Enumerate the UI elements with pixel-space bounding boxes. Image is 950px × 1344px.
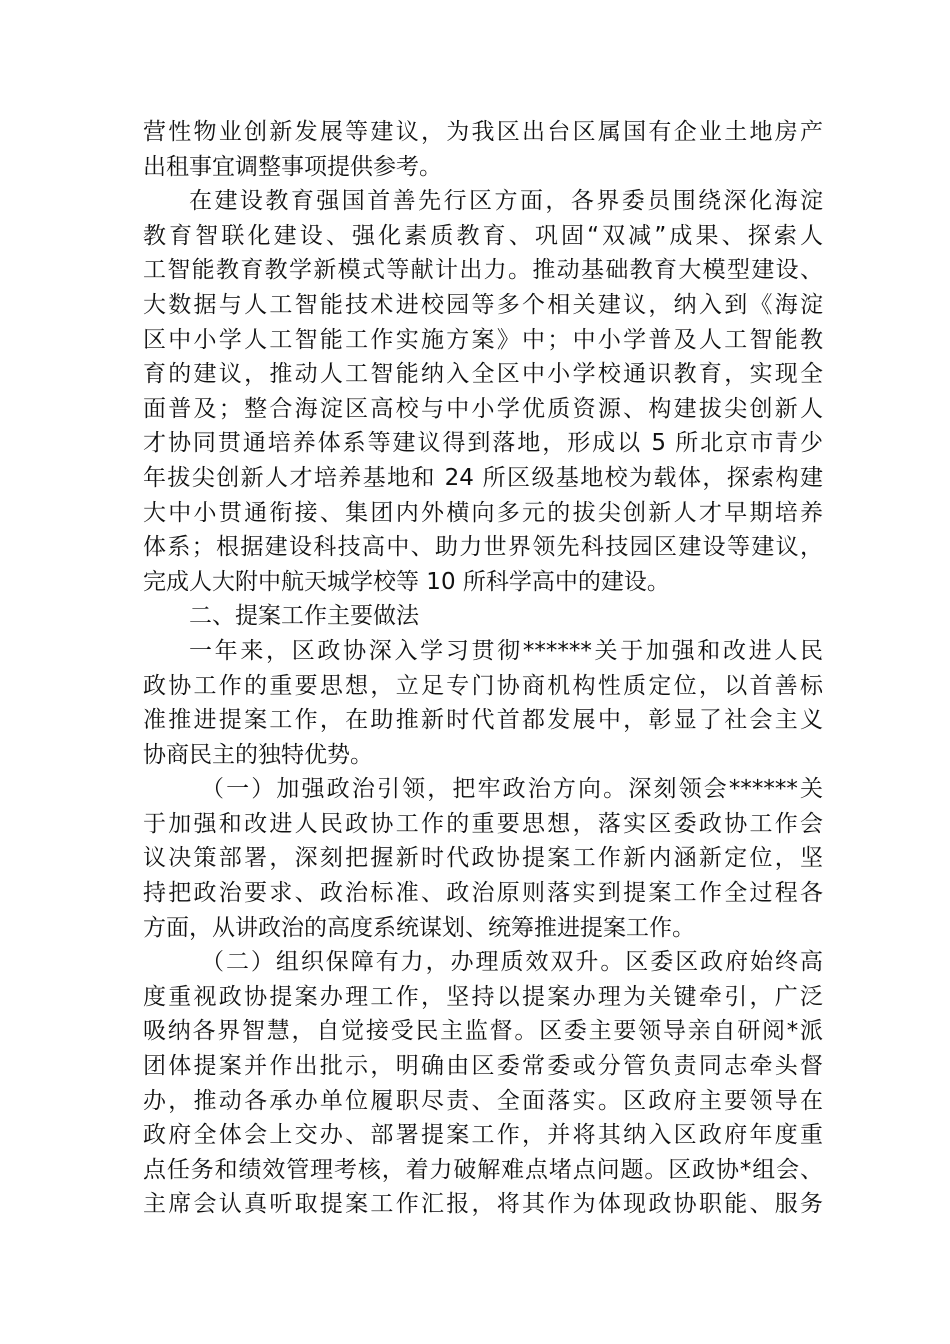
text-line: 于加强和改进人民政协工作的重要思想，落实区委政协工作会 <box>143 810 823 837</box>
text-line: 度重视政协提案办理工作，坚持以提案办理为关键牵引，广泛 <box>143 983 823 1010</box>
text-line: 一年来，区政协深入学习贯彻******关于加强和改进人民 <box>189 637 823 664</box>
text-line: 教育智联化建设、强化素质教育、巩固“双减”成果、探索人 <box>143 222 823 249</box>
text-line: 出租事宜调整事项提供参考。 <box>143 153 442 180</box>
text-line: 团体提案并作出批示，明确由区委常委或分管负责同志牵头督 <box>143 1053 823 1080</box>
text-line: 方面，从讲政治的高度系统谋划、统筹推进提案工作。 <box>143 914 695 941</box>
text-line: 政协工作的重要思想，立足专门协商机构性质定位，以首善标 <box>143 672 823 699</box>
text-line: 体系；根据建设科技高中、助力世界领先科技园区建设等建议， <box>143 534 823 561</box>
text-line: 年拔尖创新人才培养基地和 24 所区级基地校为载体，探索构建 <box>143 464 823 491</box>
text-line: 准推进提案工作，在助推新时代首都发展中，彰显了社会主义 <box>143 707 823 734</box>
text-line: 协商民主的独特优势。 <box>143 741 373 768</box>
text-line: （一）加强政治引领，把牢政治方向。深刻领会******关 <box>201 776 823 803</box>
text-line: 营性物业创新发展等建议，为我区出台区属国有企业土地房产 <box>143 119 823 145</box>
text-line: 吸纳各界智慧，自觉接受民主监督。区委主要领导亲自研阅*派 <box>143 1018 823 1045</box>
text-line: 二、提案工作主要做法 <box>189 603 419 630</box>
text-line: 区中小学人工智能工作实施方案》中；中小学普及人工智能教 <box>143 326 823 353</box>
text-line: 政府全体会上交办、部署提案工作，并将其纳入区政府年度重 <box>143 1122 823 1149</box>
text-line: 完成人大附中航天城学校等 10 所科学高中的建设。 <box>143 568 670 595</box>
text-line: 大数据与人工智能技术进校园等多个相关建议，纳入到《海淀 <box>143 291 823 318</box>
text-line: 议决策部署，深刻把握新时代政协提案工作新内涵新定位，坚 <box>143 845 823 872</box>
text-line: 在建设教育强国首善先行区方面，各界委员围绕深化海淀 <box>189 188 823 215</box>
text-line: 主席会认真听取提案工作汇报，将其作为体现政协职能、服务 <box>143 1191 823 1218</box>
text-line: 办，推动各承办单位履职尽责、全面落实。区政府主要领导在 <box>143 1087 823 1114</box>
text-line: （二）组织保障有力，办理质效双升。区委区政府始终高 <box>201 949 823 976</box>
text-line: 工智能教育教学新模式等献计出力。推动基础教育大模型建设、 <box>143 257 823 284</box>
text-line: 面普及；整合海淀区高校与中小学优质资源、构建拔尖创新人 <box>143 395 823 422</box>
text-line: 点任务和绩效管理考核，着力破解难点堵点问题。区政协*组会、 <box>143 1156 823 1183</box>
text-line: 大中小贯通衔接、集团内外横向多元的拔尖创新人才早期培养 <box>143 499 823 526</box>
document-body <box>143 115 823 1222</box>
text-line: 才协同贯通培养体系等建议得到落地，形成以 5 所北京市青少 <box>143 430 823 457</box>
text-line: 持把政治要求、政治标准、政治原则落实到提案工作全过程各 <box>143 880 823 907</box>
text-line: 育的建议，推动人工智能纳入全区中小学校通识教育，实现全 <box>143 361 823 388</box>
